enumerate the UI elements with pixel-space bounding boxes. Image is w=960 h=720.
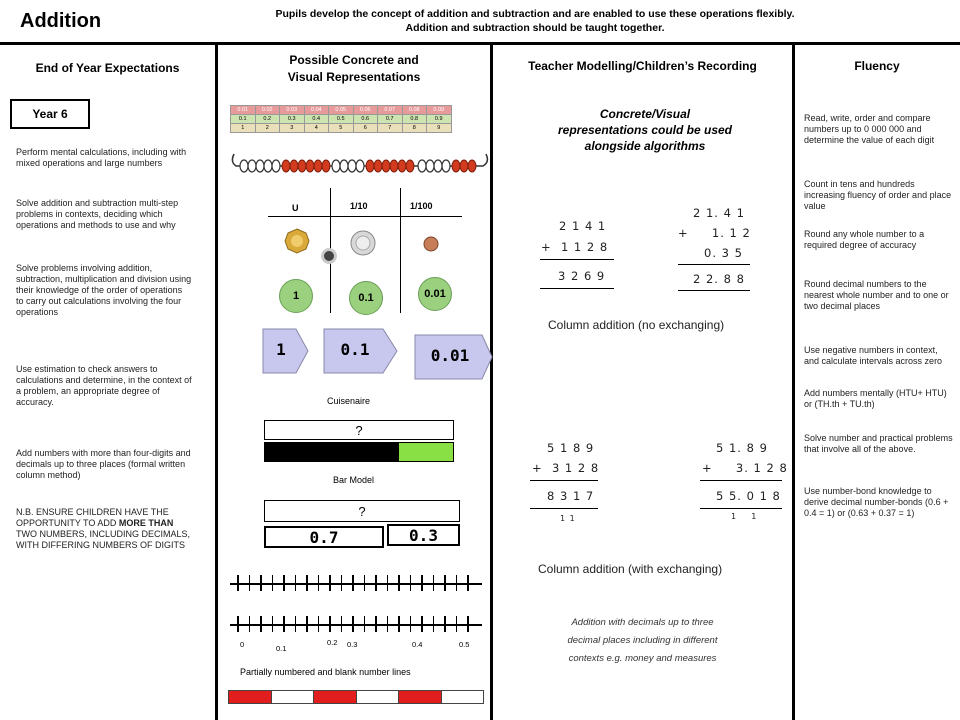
- header-fluency: Fluency: [854, 59, 900, 73]
- sum4-top: 5 1. 8 9: [716, 441, 768, 455]
- sum2-result: 2 2. 8 8: [693, 272, 745, 286]
- fluency-item-4: Round decimal numbers to the nearest whole number and to one or two decimal places: [804, 279, 949, 311]
- fluency-item-5: Use negative numbers in context, and calculate intervals across zero: [804, 345, 943, 366]
- table-cell: 6: [353, 124, 378, 133]
- table-cell: 0.07: [378, 106, 403, 115]
- page-title: Addition: [20, 10, 102, 32]
- number-line-tick: [444, 616, 446, 632]
- number-line-tick: [341, 575, 343, 591]
- sum4-rule: [700, 480, 782, 481]
- sum2-addend-2: 0. 3 5: [704, 246, 743, 260]
- table-cell: 0.01: [231, 106, 256, 115]
- caption-with-exchanging: Column addition (with exchanging): [538, 562, 723, 576]
- nl-label-3: 0.3: [347, 640, 358, 649]
- number-line-tick: [375, 616, 377, 632]
- pv-header-rule: [268, 216, 462, 217]
- sum1-rule-bottom: [540, 288, 614, 289]
- number-line-tick: [237, 616, 239, 632]
- number-line-tick: [421, 575, 423, 591]
- ten-pence-coin-icon: [350, 230, 376, 256]
- teacher-note-line-3: contexts e.g. money and measures: [568, 653, 717, 664]
- nb-prefix: N.B. ENSURE CHILDREN HAVE THE OPPORTUNITY TO ADD: [16, 507, 169, 528]
- nb-suffix: TWO NUMBERS, INCLUDING DECIMALS, WITH DIFFERING NUMBERS OF DIGITS: [16, 529, 191, 550]
- sum4-rule-bottom: [700, 508, 782, 509]
- table-cell: 3: [280, 124, 305, 133]
- cuisenaire-black-rod: [264, 442, 398, 462]
- table-cell: 0.4: [304, 115, 329, 124]
- table-cell: 0.8: [402, 115, 427, 124]
- number-line-tick: [318, 616, 320, 632]
- header-expectations: End of Year Expectations: [35, 61, 180, 75]
- number-line-tick: [283, 575, 285, 591]
- sum3-rule: [530, 480, 598, 481]
- number-line-tick: [260, 575, 262, 591]
- header-teacher: Teacher Modelling/Children’s Recording: [528, 59, 757, 73]
- column-divider-3: [792, 42, 795, 720]
- number-line-tick: [421, 616, 423, 632]
- table-cell: 0.1: [231, 115, 256, 124]
- sum2-rule-bottom: [678, 290, 750, 291]
- table-cell: 4: [304, 124, 329, 133]
- intro-line-2: Addition and subtraction should be taught together.: [405, 22, 665, 34]
- fluency-item-3: Round any whole number to a required degree of accuracy: [804, 229, 925, 250]
- nl-label-5: 0.5: [459, 640, 470, 649]
- number-line-tick: [352, 616, 354, 632]
- pound-coin-icon: [284, 228, 310, 254]
- nl-label-0: 0: [240, 640, 245, 649]
- teacher-heading-line-1: Concrete/Visual: [599, 107, 691, 121]
- sum3-top: 5 1 8 9: [547, 441, 595, 455]
- place-value-table: [230, 105, 452, 133]
- number-line-tick: [398, 575, 400, 591]
- number-line-tick: [433, 616, 435, 632]
- number-line-tick: [249, 616, 251, 632]
- pv-header-tenths: 1/10: [350, 201, 368, 211]
- number-line-caption: Partially numbered and blank number lines: [240, 667, 411, 677]
- nl-label-4: 0.4: [412, 640, 423, 649]
- table-cell: 0.3: [280, 115, 305, 124]
- table-cell: 2: [255, 124, 280, 133]
- number-line-tick: [456, 616, 458, 632]
- pv-header-hundredths: 1/100: [410, 201, 433, 211]
- intro-line-1: Pupils develop the concept of addition and subtraction and are enabled to use these operations flexibly.: [275, 8, 795, 20]
- table-cell: 0.7: [378, 115, 403, 124]
- number-line-tick: [306, 575, 308, 591]
- strip-cell: [313, 691, 356, 703]
- arrow-card-one-label: 1: [276, 340, 286, 359]
- sum4-carry: 1 1: [731, 512, 758, 521]
- bead-string: [228, 148, 492, 178]
- teacher-note-line-2: decimal places including in different: [567, 635, 718, 646]
- sum1-top: 2 1 4 1: [559, 219, 607, 233]
- decimal-strip: [228, 690, 484, 704]
- number-line-tick: [375, 575, 377, 591]
- number-line-tick: [306, 616, 308, 632]
- header-concrete-1: Possible Concrete and: [289, 53, 419, 67]
- number-line-tick: [318, 575, 320, 591]
- table-cell: 0.6: [353, 115, 378, 124]
- table-cell: 0.09: [427, 106, 452, 115]
- counter-tenth: 0.1: [349, 281, 383, 315]
- sum2-top: 2 1. 4 1: [693, 206, 745, 220]
- caption-no-exchanging: Column addition (no exchanging): [548, 318, 725, 332]
- sum1-rule: [540, 259, 614, 260]
- sum3-carry: 1 1: [560, 514, 576, 523]
- expectation-3: Solve problems involving addition, subtraction, multiplication and division using their knowledge of the order of operations to carry out calculations involving the four operations: [16, 263, 192, 317]
- teacher-heading: [520, 106, 770, 154]
- pv-header-units: U: [292, 203, 299, 213]
- year-label: Year 6: [10, 99, 90, 129]
- table-cell: 0.9: [427, 115, 452, 124]
- bar-part-1: 0.7: [264, 526, 384, 548]
- expectation-1: Perform mental calculations, including with mixed operations and large numbers: [16, 147, 187, 168]
- sum2-addend: + 1. 1 2: [678, 226, 751, 240]
- sum3-addend: + 3 1 2 8: [532, 461, 600, 475]
- number-line-tick: [329, 575, 331, 591]
- number-line-tick: [410, 616, 412, 632]
- table-row: [231, 124, 452, 133]
- table-cell: 0.08: [402, 106, 427, 115]
- number-line-tick: [237, 575, 239, 591]
- sum4-result: 5 5. 0 1 8: [716, 489, 781, 503]
- strip-cell: [398, 691, 441, 703]
- table-cell: 0.05: [329, 106, 354, 115]
- sum3-rule-bottom: [530, 508, 598, 509]
- cuisenaire-green-rod: [398, 442, 454, 462]
- teacher-note-line-1: Addition with decimals up to three: [571, 617, 714, 628]
- number-line-tick: [467, 616, 469, 632]
- number-line-tick: [341, 616, 343, 632]
- number-line-tick: [272, 575, 274, 591]
- number-line-tick: [295, 616, 297, 632]
- bar-model-label: Bar Model: [333, 475, 375, 485]
- expectation-4: Use estimation to check answers to calculations and determine, in the context of a problem, an appropriate degree of accuracy.: [16, 364, 192, 407]
- number-line-tick: [364, 616, 366, 632]
- sum2-rule: [678, 264, 750, 265]
- pv-divider-2: [400, 188, 401, 313]
- table-cell: 0.2: [255, 115, 280, 124]
- table-cell: 7: [378, 124, 403, 133]
- teacher-heading-line-3: alongside algorithms: [584, 139, 706, 153]
- number-line-tick: [387, 575, 389, 591]
- expectation-2: Solve addition and subtraction multi-step problems in contexts, deciding which operations and methods to use and why: [16, 198, 179, 230]
- header-concrete-2: Visual Representations: [287, 70, 421, 84]
- number-line-tick: [456, 575, 458, 591]
- header-divider: [0, 42, 960, 45]
- number-line-tick: [433, 575, 435, 591]
- table-cell: 0.02: [255, 106, 280, 115]
- expectation-5: Add numbers with more than four-digits and decimals up to three places (formal written column method): [16, 448, 191, 480]
- bar-whole: ?: [264, 500, 460, 522]
- number-line-tick: [444, 575, 446, 591]
- cuisenaire-whole: ?: [264, 420, 454, 440]
- arrow-card-tenth-label: 0.1: [340, 340, 370, 359]
- sum4-addend: + 3. 1 2 8: [702, 461, 788, 475]
- teacher-note: [510, 614, 775, 668]
- nb-emphasis: MORE THAN: [118, 518, 174, 528]
- counter-hundredth: 0.01: [418, 277, 452, 311]
- table-cell: 0.06: [353, 106, 378, 115]
- number-line-tick: [387, 616, 389, 632]
- penny-coin-icon: [423, 236, 439, 252]
- sum1-addend: + 1 1 2 8: [541, 240, 609, 254]
- table-cell: 8: [402, 124, 427, 133]
- strip-cell: [271, 691, 314, 703]
- sum1-result: 3 2 6 9: [558, 269, 606, 283]
- fluency-item-1: Read, write, order and compare numbers up to 0 000 000 and determine the value of each digit: [804, 113, 935, 145]
- nl-label-1: 0.1: [276, 644, 287, 653]
- number-line-tick: [283, 616, 285, 632]
- number-line-tick: [329, 616, 331, 632]
- number-line-tick: [352, 575, 354, 591]
- cuisenaire-label: Cuisenaire: [327, 396, 371, 406]
- nb-note: [16, 507, 192, 551]
- fluency-item-2: Count in tens and hundreds increasing fluency of order and place value: [804, 179, 952, 211]
- column-divider-2: [490, 42, 493, 720]
- decimal-point-icon: [321, 248, 337, 264]
- strip-cell: [356, 691, 399, 703]
- table-row: [231, 115, 452, 124]
- number-line-tick: [295, 575, 297, 591]
- strip-cell: [441, 691, 484, 703]
- number-line-tick: [410, 575, 412, 591]
- number-line-tick: [249, 575, 251, 591]
- sum3-result: 8 3 1 7: [547, 489, 595, 503]
- nl-label-2: 0.2: [327, 638, 338, 647]
- number-line-tick: [260, 616, 262, 632]
- arrow-card-hundredth-label: 0.01: [430, 346, 470, 365]
- table-cell: 0.03: [280, 106, 305, 115]
- table-cell: 0.04: [304, 106, 329, 115]
- fluency-item-6: Add numbers mentally (HTU+ HTU) or (TH.th + TU.th): [804, 388, 947, 409]
- table-cell: 9: [427, 124, 452, 133]
- number-line-tick: [272, 616, 274, 632]
- table-cell: 5: [329, 124, 354, 133]
- fluency-item-7: Solve number and practical problems that involve all of the above.: [804, 433, 953, 454]
- column-divider-1: [215, 42, 218, 720]
- table-row: [231, 106, 452, 115]
- number-line-tick: [467, 575, 469, 591]
- table-cell: 0.5: [329, 115, 354, 124]
- number-line-tick: [398, 616, 400, 632]
- number-line-tick: [364, 575, 366, 591]
- bar-part-2: 0.3: [387, 524, 460, 546]
- counter-one: 1: [279, 279, 313, 313]
- strip-cell: [229, 691, 271, 703]
- table-cell: 1: [231, 124, 256, 133]
- teacher-heading-line-2: representations could be used: [557, 123, 733, 137]
- fluency-item-8: Use number-bond knowledge to derive decimal number-bonds (0.6 + 0.4 = 1) or (0.63 + 0.37 = 1): [804, 486, 949, 518]
